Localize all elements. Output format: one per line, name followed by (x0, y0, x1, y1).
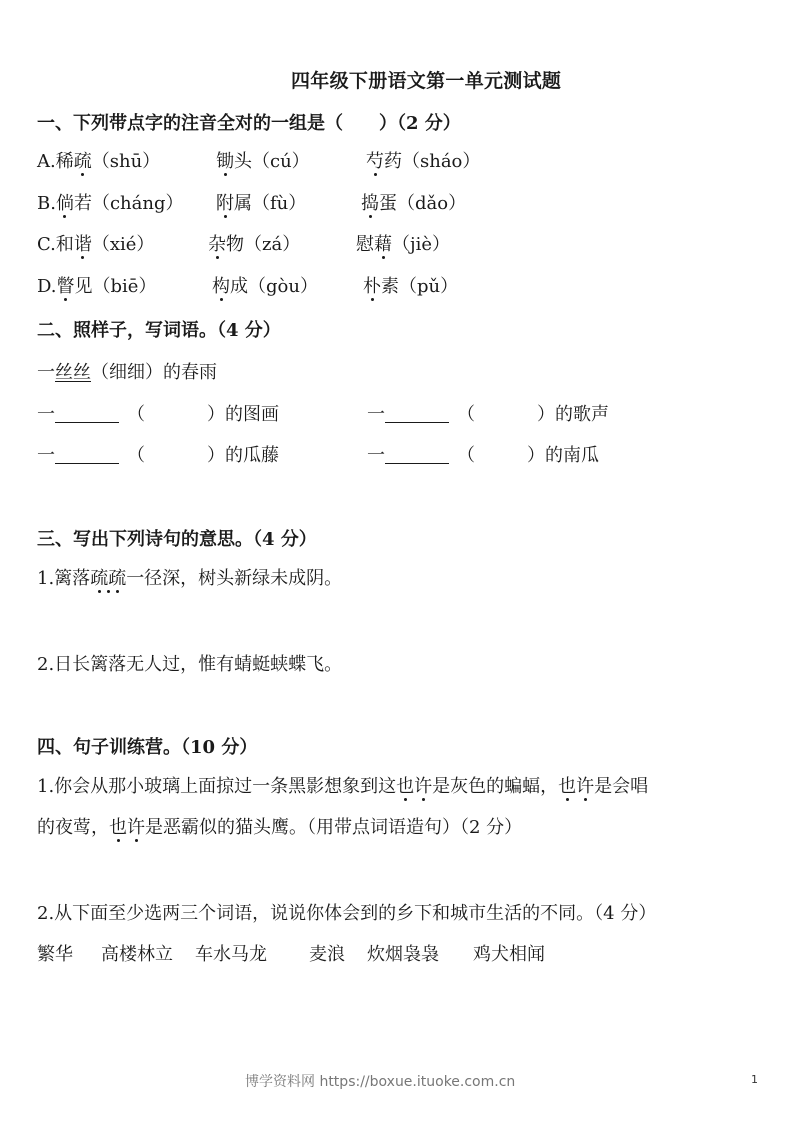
example-line (37, 358, 217, 384)
fill-blank-4 (367, 441, 599, 467)
pinyin: （gòu） (248, 276, 318, 297)
dotted-char: 许 (127, 813, 145, 839)
dotted-char: 许 (576, 772, 594, 798)
text: 成 (230, 276, 248, 297)
option-label: A. (37, 151, 56, 172)
text: 是恶霸似的猫头鹰。（用带点词语造句）（2 分） (145, 817, 523, 838)
pinyin: （shū） (91, 151, 161, 172)
answer-blank[interactable] (385, 404, 449, 423)
text: 的夜莺， (37, 817, 109, 838)
option-b-item-2 (216, 189, 306, 215)
text: 蛋 (379, 193, 397, 214)
dotted-char: 芍 (366, 147, 384, 173)
pinyin: （xié） (91, 234, 155, 255)
dotted-char: 捣 (361, 189, 379, 215)
sentence-q1-line1 (37, 772, 648, 798)
pinyin: （jiè） (392, 234, 450, 255)
text: 是灰色的蝙蝠， (432, 776, 559, 797)
paren: （ (457, 404, 475, 425)
word-bank-item: 炊烟袅袅 (367, 944, 439, 965)
pinyin: （cháng） (91, 193, 184, 214)
dotted-word (109, 817, 145, 838)
pinyin: （pǔ） (399, 276, 459, 297)
fill-blank-2 (367, 400, 609, 426)
pinyin: （biē） (92, 276, 157, 297)
answer-blank[interactable] (55, 404, 119, 423)
dotted-char: 瞥 (57, 272, 75, 298)
text: 的图画 (225, 404, 279, 425)
dotted-char: 疏 (90, 564, 108, 590)
paren: ） (207, 404, 225, 425)
word-bank-item: 麦浪 (309, 944, 345, 965)
text: 素 (381, 276, 399, 297)
word-bank (37, 940, 545, 966)
paren: （ (127, 445, 145, 466)
text: 的歌声 (555, 404, 609, 425)
dotted-char: 许 (414, 772, 432, 798)
fill-blank-3 (37, 441, 279, 467)
dotted-char: 也 (558, 772, 576, 798)
option-c-item-2 (208, 230, 300, 256)
pinyin: （cú） (252, 151, 310, 172)
text: 的南瓜 (545, 445, 599, 466)
text: 属 (234, 193, 252, 214)
section-1-heading: 一、下列带点字的注音全对的一组是（ ）（2 分） (37, 113, 461, 134)
underlined-word: 丝丝 (55, 362, 91, 383)
text: 一 (37, 404, 55, 425)
page-title: 四年级下册语文第一单元测试题 (291, 70, 562, 92)
text: 一 (37, 445, 55, 466)
option-b-item-3 (361, 189, 466, 215)
text: 的瓜藤 (225, 445, 279, 466)
footer-watermark: 博学资料网 https://boxue.ituoke.com.cn (245, 1074, 516, 1090)
text: 一 (367, 445, 385, 466)
text: 一 (37, 362, 55, 383)
paren: ） (527, 445, 545, 466)
option-label: C. (37, 234, 56, 255)
dotted-char: 杂 (208, 230, 226, 256)
dotted-char: 藉 (374, 230, 392, 256)
pinyin: （zá） (244, 234, 301, 255)
fill-blank-1 (37, 400, 279, 426)
page-number: 1 (751, 1073, 758, 1086)
dotted-char: 构 (212, 272, 230, 298)
text: 头 (234, 151, 252, 172)
dotted-word (90, 564, 126, 590)
text: 和 (55, 234, 74, 255)
option-d-item-2 (212, 272, 318, 298)
dotted-char: 也 (396, 772, 414, 798)
dotted-char: 疏 (74, 147, 92, 173)
option-a-item-1 (37, 147, 160, 173)
dotted-word (558, 776, 594, 797)
sentence-q2: 2.从下面至少选两三个词语，说说你体会到的乡下和城市生活的不同。（4 分） (37, 903, 657, 924)
option-b-item-1 (37, 189, 183, 215)
text: 一径深，树头新绿未成阴。 (126, 568, 343, 589)
text: 1.你会从那小玻璃上面掠过一条黑影想象到这 (37, 776, 397, 797)
option-a-item-2 (216, 147, 310, 173)
section-3-heading: 三、写出下列诗句的意思。（4 分） (37, 529, 317, 550)
sentence-q1-line2 (37, 813, 522, 839)
text: 一 (367, 404, 385, 425)
text: 药 (384, 151, 402, 172)
section-2-heading: 二、照样子，写词语。（4 分） (37, 320, 281, 341)
pinyin: （sháo） (402, 151, 481, 172)
dotted-char: 谐 (74, 230, 92, 256)
text: （细细）的春雨 (91, 362, 217, 383)
word-bank-item: 鸡犬相闻 (473, 944, 545, 965)
text: 物 (226, 234, 244, 255)
dotted-word (396, 776, 432, 797)
dotted-char: 也 (109, 813, 127, 839)
text: 见 (74, 276, 93, 297)
dotted-char: 附 (216, 189, 234, 215)
pinyin: （dǎo） (397, 193, 467, 214)
section-4-heading: 四、句子训练营。（10 分） (37, 737, 258, 758)
dotted-char: 锄 (216, 147, 234, 173)
dotted-char: 朴 (363, 272, 381, 298)
paren: （ (127, 404, 145, 425)
paren: （ (457, 445, 475, 466)
paren: ） (537, 404, 555, 425)
poem-line-2: 2.日长篱落无人过，惟有蜻蜓蛱蝶飞。 (37, 654, 343, 675)
poem-line-1 (37, 564, 342, 590)
option-c-item-1 (37, 230, 154, 256)
dotted-char: 疏 (108, 564, 126, 590)
word-bank-item: 繁华 (37, 944, 73, 965)
option-c-item-3 (356, 230, 450, 256)
text: 是会唱 (594, 776, 649, 797)
word-bank-item: 车水马龙 (195, 944, 267, 965)
word-bank-item: 高楼林立 (101, 944, 173, 965)
option-d-item-1 (37, 272, 156, 298)
answer-blank[interactable] (55, 445, 119, 464)
paren: ） (207, 445, 225, 466)
option-label: D. (37, 276, 57, 297)
pinyin: （fù） (252, 193, 307, 214)
option-d-item-3 (363, 272, 458, 298)
option-label: B. (37, 193, 56, 214)
text: 1.篱落 (37, 568, 91, 589)
answer-blank[interactable] (385, 445, 449, 464)
option-a-item-3 (366, 147, 480, 173)
text: 若 (73, 193, 92, 214)
dotted-char: 倘 (56, 189, 74, 215)
text: 慰 (356, 234, 374, 255)
text: 稀 (55, 151, 74, 172)
